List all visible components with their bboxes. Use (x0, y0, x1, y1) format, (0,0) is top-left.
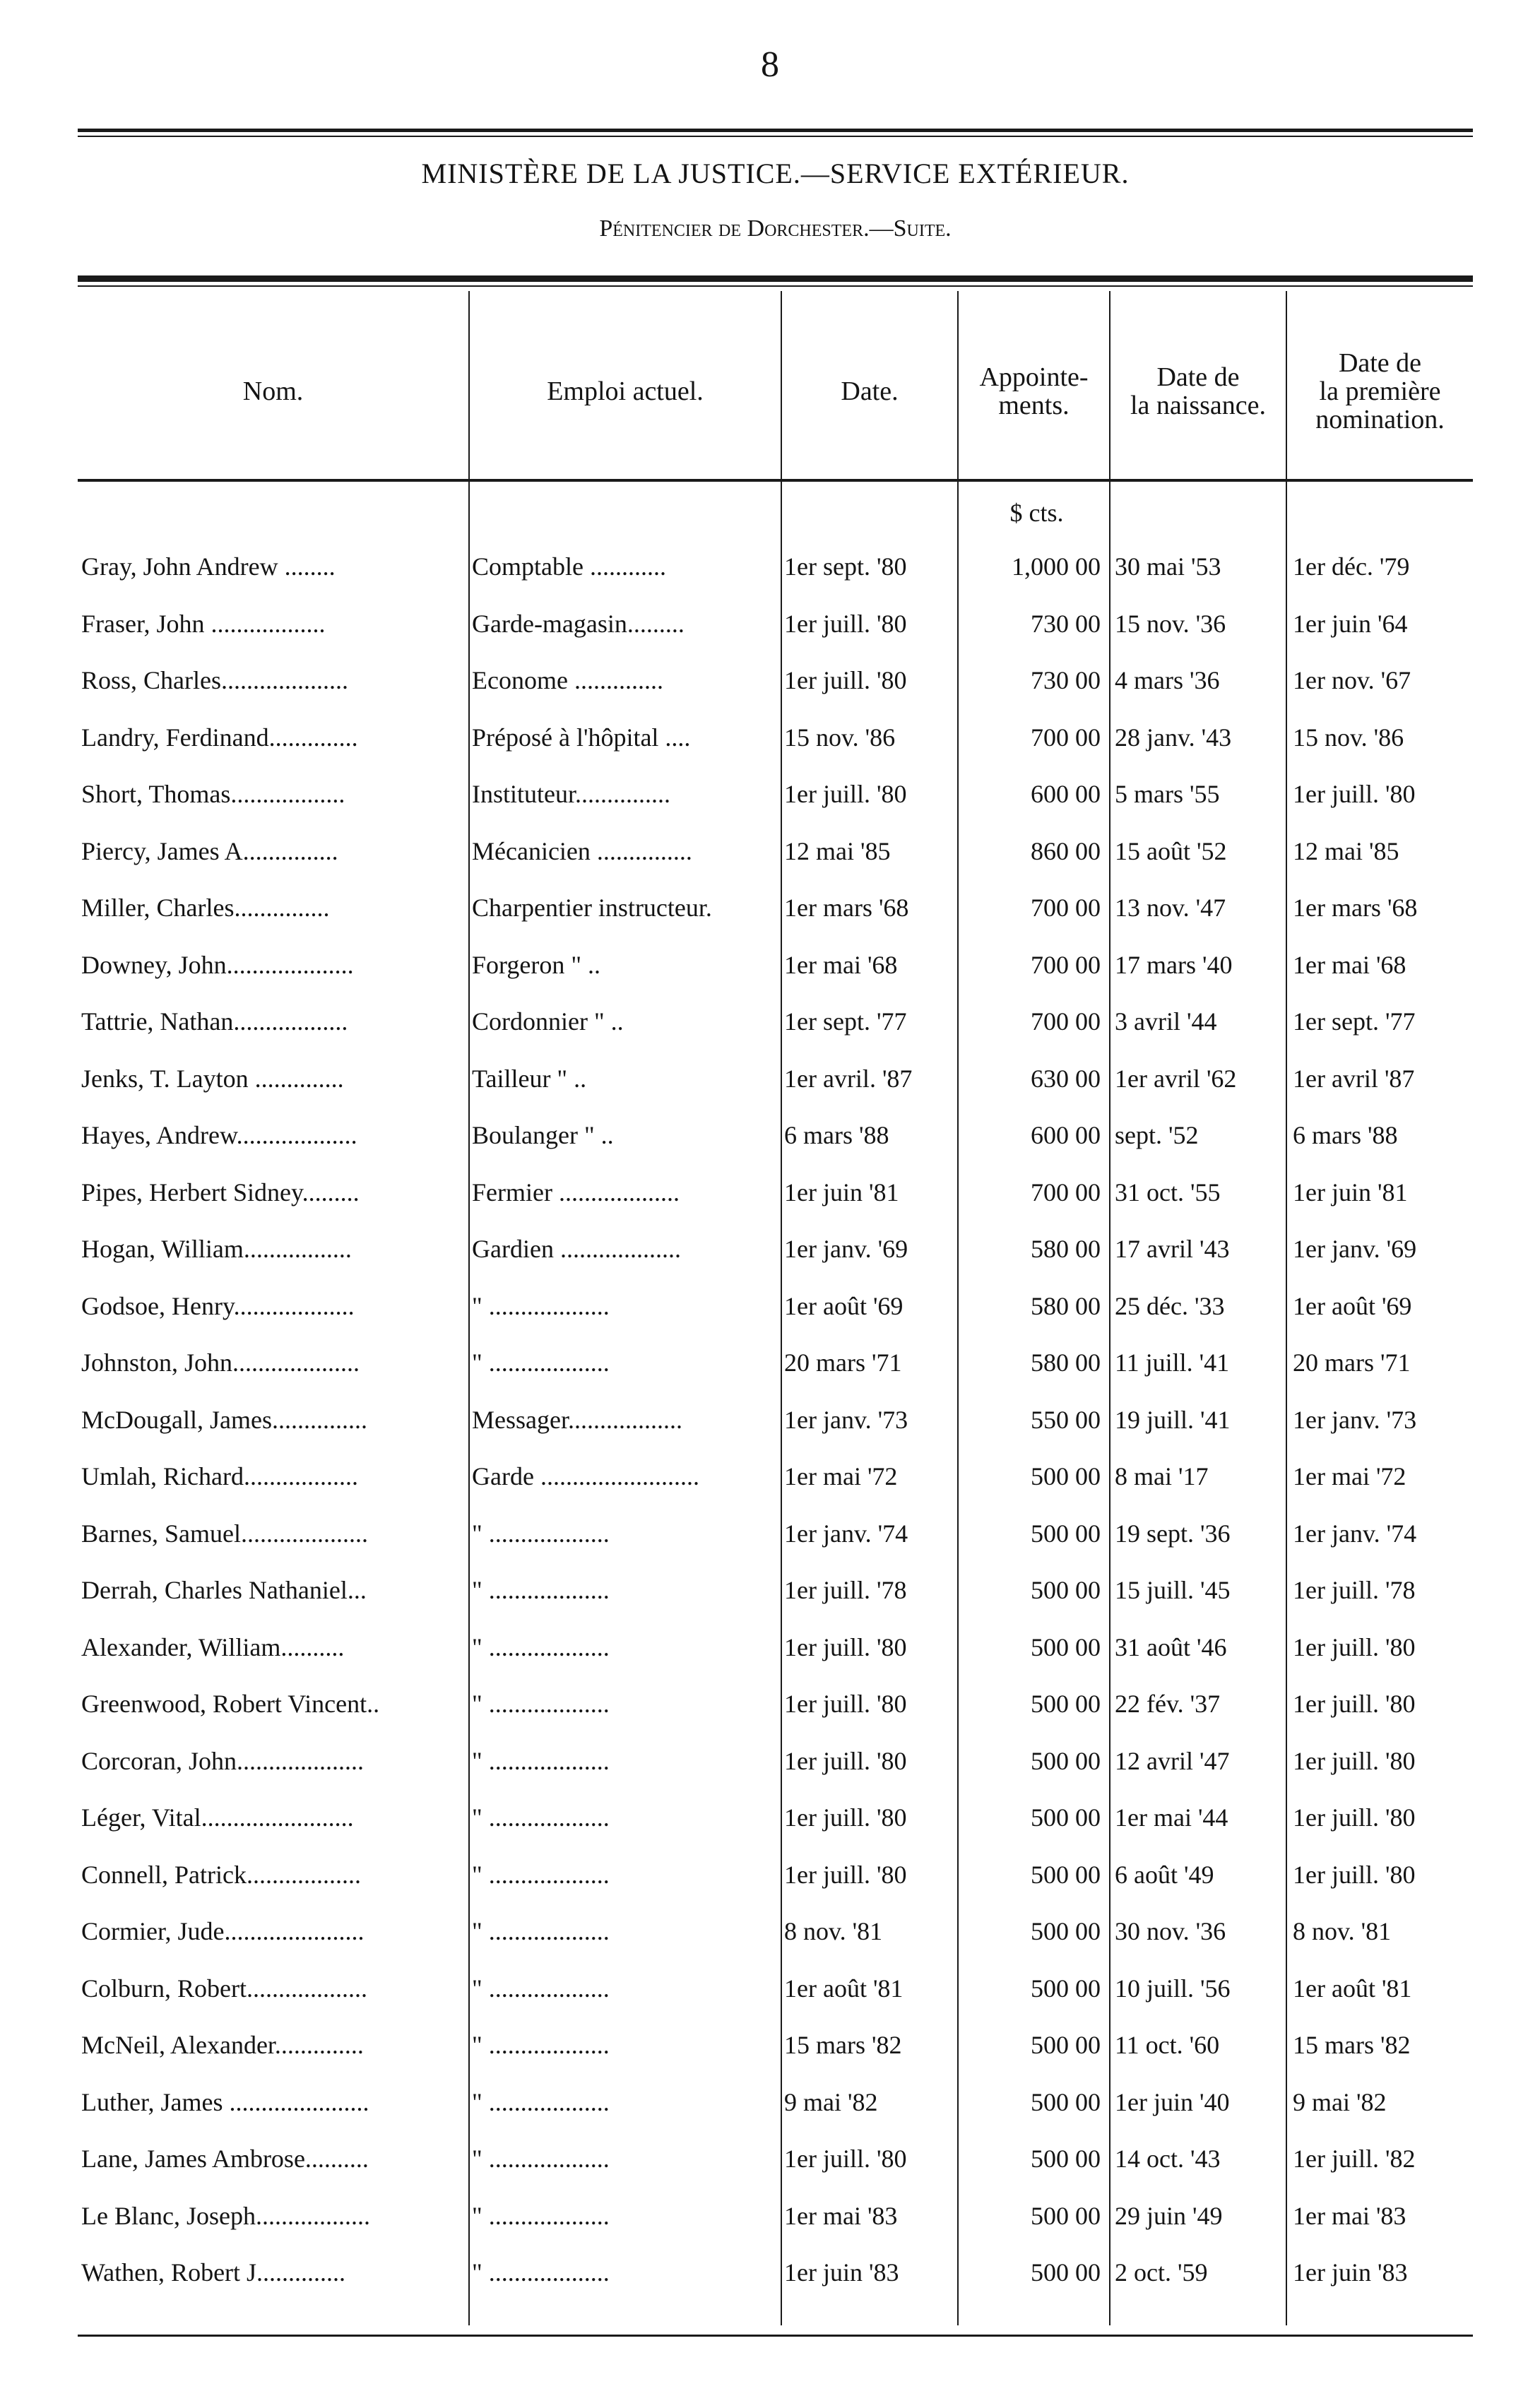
table-row (0, 1733, 1540, 1790)
top-rule-thin (78, 136, 1473, 137)
cell-emploi: " ................... (472, 1576, 610, 1604)
cell-naissance: 1er avril '62 (1115, 1064, 1237, 1093)
cell-appointements: 630 00 (1031, 1064, 1101, 1093)
cell-date: 1er juill. '78 (784, 1576, 907, 1604)
cell-date: 1er juin '83 (784, 2258, 899, 2287)
cell-nom: Ross, Charles.................... (81, 666, 348, 694)
cell-nom: Hayes, Andrew................... (81, 1121, 357, 1149)
cell-appointements: 730 00 (1031, 609, 1101, 638)
cell-date: 1er avril. '87 (784, 1064, 913, 1093)
cell-emploi: Fermier ................... (472, 1178, 680, 1206)
table-row (0, 937, 1540, 994)
cell-appointements: 500 00 (1031, 1746, 1101, 1775)
table-row (0, 1050, 1540, 1108)
header-naissance: Date de la naissance. (1130, 362, 1267, 420)
cell-naissance: 19 sept. '36 (1115, 1519, 1231, 1548)
header-rule (78, 275, 1473, 282)
header-date: Date. (841, 376, 899, 407)
header-nom: Nom. (242, 376, 304, 407)
cell-emploi: Comptable ............ (472, 552, 666, 581)
table-row (0, 1448, 1540, 1505)
table-body (0, 538, 1540, 2301)
cell-naissance: 1er mai '44 (1115, 1803, 1228, 1832)
cell-nomination: 12 mai '85 (1293, 836, 1399, 865)
cell-nomination: 1er nov. '67 (1293, 666, 1411, 694)
cell-appointements: 550 00 (1031, 1405, 1101, 1434)
cell-emploi: Charpentier instructeur. (472, 894, 712, 922)
cell-nomination: 1er juin '83 (1293, 2258, 1408, 2287)
cell-appointements: 700 00 (1031, 723, 1101, 752)
cell-naissance: 13 nov. '47 (1115, 894, 1226, 922)
cell-emploi: Tailleur " .. (472, 1064, 587, 1093)
cell-appointements: 580 00 (1031, 1291, 1101, 1320)
cell-emploi: " ................... (472, 1690, 610, 1718)
table-row (0, 993, 1540, 1050)
cell-naissance: 6 août '49 (1115, 1860, 1214, 1889)
cell-nom: McNeil, Alexander.............. (81, 2031, 364, 2059)
cell-emploi: Forgeron " .. (472, 950, 601, 979)
cell-nom: Derrah, Charles Nathaniel... (81, 1576, 367, 1604)
cell-appointements: 1,000 00 (1012, 552, 1101, 581)
cell-appointements: 500 00 (1031, 1974, 1101, 2003)
cell-naissance: 12 avril '47 (1115, 1746, 1230, 1775)
header-rule-thin (78, 285, 1473, 287)
cell-appointements: 500 00 (1031, 2145, 1101, 2173)
cell-date: 1er juill. '80 (784, 1860, 907, 1889)
cell-nom: Godsoe, Henry................... (81, 1291, 355, 1320)
cell-appointements: 700 00 (1031, 894, 1101, 922)
cell-nomination: 1er sept. '77 (1293, 1007, 1416, 1036)
cell-appointements: 500 00 (1031, 1632, 1101, 1661)
table-row (0, 2244, 1540, 2301)
table-row (0, 538, 1540, 595)
cell-emploi: " ................... (472, 1803, 610, 1832)
table-row (0, 2130, 1540, 2188)
cell-nomination: 1er août '81 (1293, 1974, 1412, 2003)
header-emploi: Emploi actuel. (547, 376, 704, 407)
cell-naissance: sept. '52 (1115, 1121, 1199, 1149)
cell-emploi: " ................... (472, 1974, 610, 2003)
header-bottom-rule (78, 479, 1473, 482)
cell-appointements: 500 00 (1031, 1519, 1101, 1548)
cell-emploi: " ................... (472, 2031, 610, 2059)
cell-nom: Landry, Ferdinand.............. (81, 723, 358, 752)
table-row (0, 766, 1540, 823)
cell-emploi: " ................... (472, 1632, 610, 1661)
cell-date: 1er juill. '80 (784, 1746, 907, 1775)
cell-date: 1er mai '68 (784, 950, 898, 979)
cell-appointements: 500 00 (1031, 1803, 1101, 1832)
cell-appointements: 500 00 (1031, 2201, 1101, 2230)
cell-naissance: 28 janv. '43 (1115, 723, 1232, 752)
cell-nomination: 1er janv. '69 (1293, 1235, 1417, 1263)
cell-emploi: " ................... (472, 2201, 610, 2230)
table-row (0, 1107, 1540, 1164)
cell-nom: Short, Thomas.................. (81, 780, 345, 808)
cell-emploi: Garde ......................... (472, 1462, 699, 1490)
cell-emploi: Econome .............. (472, 666, 663, 694)
cell-date: 1er sept. '77 (784, 1007, 907, 1036)
table-row (0, 595, 1540, 653)
cell-appointements: 500 00 (1031, 1462, 1101, 1490)
cell-date: 8 nov. '81 (784, 1917, 883, 1945)
cell-nomination: 1er avril '87 (1293, 1064, 1415, 1093)
cell-naissance: 22 fév. '37 (1115, 1690, 1221, 1718)
cell-naissance: 29 juin '49 (1115, 2201, 1223, 2230)
cell-nomination: 9 mai '82 (1293, 2087, 1387, 2116)
cell-date: 20 mars '71 (784, 1348, 902, 1377)
cell-naissance: 31 oct. '55 (1115, 1178, 1221, 1206)
cell-nom: Fraser, John .................. (81, 609, 326, 638)
cell-nom: Tattrie, Nathan.................. (81, 1007, 348, 1036)
cell-nomination: 1er mai '68 (1293, 950, 1406, 979)
cell-naissance: 30 nov. '36 (1115, 1917, 1226, 1945)
cell-nom: Miller, Charles............... (81, 894, 330, 922)
cell-date: 12 mai '85 (784, 836, 891, 865)
cell-date: 1er juill. '80 (784, 780, 907, 808)
cell-nom: Connell, Patrick.................. (81, 1860, 361, 1889)
cell-nomination: 1er mai '72 (1293, 1462, 1406, 1490)
cell-date: 1er juill. '80 (784, 2145, 907, 2173)
cell-appointements: 500 00 (1031, 2087, 1101, 2116)
cell-date: 1er mai '72 (784, 1462, 898, 1490)
cell-nom: Gray, John Andrew ........ (81, 552, 336, 581)
cell-naissance: 15 nov. '36 (1115, 609, 1226, 638)
table-row (0, 1334, 1540, 1392)
cell-naissance: 10 juill. '56 (1115, 1974, 1231, 2003)
currency-units: $ cts. (1009, 499, 1064, 527)
cell-nomination: 15 mars '82 (1293, 2031, 1411, 2059)
cell-appointements: 580 00 (1031, 1235, 1101, 1263)
cell-date: 1er août '81 (784, 1974, 904, 2003)
cell-nom: Alexander, William.......... (81, 1632, 345, 1661)
header-appointements: Appointe- ments. (979, 362, 1089, 420)
table-row (0, 1278, 1540, 1335)
cell-emploi: Cordonnier " .. (472, 1007, 624, 1036)
cell-nom: Pipes, Herbert Sidney......... (81, 1178, 360, 1206)
table-row (0, 2188, 1540, 2245)
cell-nomination: 1er mai '83 (1293, 2201, 1406, 2230)
header-nomination: Date de la première nomination. (1315, 348, 1445, 434)
cell-naissance: 19 juill. '41 (1115, 1405, 1231, 1434)
cell-date: 1er mars '68 (784, 894, 909, 922)
cell-nom: Léger, Vital........................ (81, 1803, 354, 1832)
cell-nomination: 1er janv. '74 (1293, 1519, 1417, 1548)
cell-naissance: 14 oct. '43 (1115, 2145, 1221, 2173)
cell-nom: Jenks, T. Layton .............. (81, 1064, 344, 1093)
cell-nom: Cormier, Jude...................... (81, 1917, 365, 1945)
cell-nomination: 1er juin '81 (1293, 1178, 1408, 1206)
table-row (0, 1676, 1540, 1733)
page-title: MINISTÈRE DE LA JUSTICE.—SERVICE EXTÉRIEUR. (421, 158, 1130, 189)
cell-appointements: 500 00 (1031, 1576, 1101, 1604)
table-row (0, 2017, 1540, 2074)
cell-date: 1er janv. '74 (784, 1519, 908, 1548)
table-row (0, 709, 1540, 766)
cell-nomination: 6 mars '88 (1293, 1121, 1398, 1149)
cell-nom: Johnston, John.................... (81, 1348, 360, 1377)
cell-appointements: 700 00 (1031, 1007, 1101, 1036)
cell-date: 1er mai '83 (784, 2201, 898, 2230)
page-subtitle: Pénitencier de Dorchester.—Suite. (599, 215, 952, 242)
cell-nomination: 20 mars '71 (1293, 1348, 1411, 1377)
cell-naissance: 30 mai '53 (1115, 552, 1221, 581)
cell-nomination: 1er juin '64 (1293, 609, 1408, 638)
cell-date: 1er juill. '80 (784, 666, 907, 694)
cell-naissance: 11 juill. '41 (1115, 1348, 1230, 1377)
cell-emploi: " ................... (472, 1291, 610, 1320)
cell-nom: Luther, James ...................... (81, 2087, 369, 2116)
cell-nom: Barnes, Samuel.................... (81, 1519, 368, 1548)
cell-date: 15 mars '82 (784, 2031, 902, 2059)
cell-naissance: 15 juill. '45 (1115, 1576, 1231, 1604)
cell-date: 6 mars '88 (784, 1121, 889, 1149)
cell-nomination: 1er juill. '82 (1293, 2145, 1416, 2173)
cell-appointements: 500 00 (1031, 2258, 1101, 2287)
cell-appointements: 500 00 (1031, 1860, 1101, 1889)
cell-naissance: 2 oct. '59 (1115, 2258, 1208, 2287)
cell-nom: Corcoran, John.................... (81, 1746, 364, 1775)
cell-date: 1er juill. '80 (784, 1690, 907, 1718)
table-row (0, 2074, 1540, 2131)
cell-emploi: Boulanger " .. (472, 1121, 614, 1149)
cell-nom: Lane, James Ambrose.......... (81, 2145, 369, 2173)
table-row (0, 1960, 1540, 2017)
cell-emploi: " ................... (472, 1917, 610, 1945)
page-number: 8 (761, 45, 779, 85)
cell-nomination: 1er juill. '78 (1293, 1576, 1416, 1604)
bottom-rule (78, 2335, 1473, 2337)
cell-date: 1er juin '81 (784, 1178, 899, 1206)
cell-emploi: Instituteur............... (472, 780, 670, 808)
table-row (0, 1562, 1540, 1619)
cell-emploi: " ................... (472, 1746, 610, 1775)
cell-appointements: 580 00 (1031, 1348, 1101, 1377)
cell-naissance: 5 mars '55 (1115, 780, 1220, 808)
cell-nomination: 8 nov. '81 (1293, 1917, 1392, 1945)
cell-naissance: 4 mars '36 (1115, 666, 1220, 694)
cell-naissance: 15 août '52 (1115, 836, 1227, 865)
cell-nom: Colburn, Robert................... (81, 1974, 367, 2003)
cell-date: 1er juill. '80 (784, 609, 907, 638)
table-row (0, 1392, 1540, 1449)
cell-appointements: 600 00 (1031, 1121, 1101, 1149)
cell-appointements: 730 00 (1031, 666, 1101, 694)
cell-date: 1er août '69 (784, 1291, 904, 1320)
table-row (0, 1846, 1540, 1904)
cell-date: 9 mai '82 (784, 2087, 878, 2116)
cell-appointements: 500 00 (1031, 2031, 1101, 2059)
cell-emploi: Gardien ................... (472, 1235, 681, 1263)
cell-appointements: 500 00 (1031, 1917, 1101, 1945)
cell-naissance: 17 avril '43 (1115, 1235, 1230, 1263)
cell-nom: Greenwood, Robert Vincent.. (81, 1690, 380, 1718)
cell-nom: Hogan, William................. (81, 1235, 352, 1263)
cell-nomination: 1er juill. '80 (1293, 1860, 1416, 1889)
cell-date: 1er janv. '73 (784, 1405, 908, 1434)
table-row (0, 1505, 1540, 1562)
cell-appointements: 860 00 (1031, 836, 1101, 865)
cell-emploi: " ................... (472, 2258, 610, 2287)
cell-nomination: 1er déc. '79 (1293, 552, 1410, 581)
cell-appointements: 600 00 (1031, 780, 1101, 808)
cell-nom: Le Blanc, Joseph.................. (81, 2201, 370, 2230)
cell-naissance: 3 avril '44 (1115, 1007, 1217, 1036)
cell-emploi: Messager.................. (472, 1405, 682, 1434)
cell-nomination: 1er mars '68 (1293, 894, 1418, 922)
cell-naissance: 11 oct. '60 (1115, 2031, 1220, 2059)
cell-nomination: 1er juill. '80 (1293, 780, 1416, 808)
cell-nom: Downey, John.................... (81, 950, 354, 979)
cell-emploi: " ................... (472, 2087, 610, 2116)
cell-naissance: 25 déc. '33 (1115, 1291, 1225, 1320)
table-row (0, 1789, 1540, 1846)
table-row (0, 823, 1540, 880)
cell-nom: Piercy, James A............... (81, 836, 338, 865)
cell-nom: Wathen, Robert J.............. (81, 2258, 346, 2287)
cell-appointements: 700 00 (1031, 950, 1101, 979)
cell-nomination: 1er janv. '73 (1293, 1405, 1417, 1434)
cell-date: 1er janv. '69 (784, 1235, 908, 1263)
cell-nomination: 1er août '69 (1293, 1291, 1412, 1320)
cell-naissance: 1er juin '40 (1115, 2087, 1230, 2116)
cell-emploi: " ................... (472, 1348, 610, 1377)
top-rule (78, 129, 1473, 132)
table-row (0, 1903, 1540, 1960)
cell-date: 1er sept. '80 (784, 552, 907, 581)
cell-nomination: 1er juill. '80 (1293, 1632, 1416, 1661)
cell-appointements: 700 00 (1031, 1178, 1101, 1206)
cell-date: 1er juill. '80 (784, 1803, 907, 1832)
cell-nom: Umlah, Richard.................. (81, 1462, 358, 1490)
cell-emploi: Garde-magasin......... (472, 609, 685, 638)
cell-emploi: " ................... (472, 1519, 610, 1548)
cell-date: 15 nov. '86 (784, 723, 896, 752)
table-row (0, 1164, 1540, 1221)
table-row (0, 652, 1540, 709)
cell-emploi: " ................... (472, 1860, 610, 1889)
cell-appointements: 500 00 (1031, 1690, 1101, 1718)
cell-nomination: 1er juill. '80 (1293, 1803, 1416, 1832)
cell-naissance: 17 mars '40 (1115, 950, 1233, 979)
table-row (0, 1221, 1540, 1278)
cell-nom: McDougall, James............... (81, 1405, 367, 1434)
cell-date: 1er juill. '80 (784, 1632, 907, 1661)
cell-naissance: 8 mai '17 (1115, 1462, 1209, 1490)
cell-emploi: Mécanicien ............... (472, 836, 692, 865)
table-row (0, 1619, 1540, 1676)
cell-emploi: " ................... (472, 2145, 610, 2173)
cell-nomination: 15 nov. '86 (1293, 723, 1404, 752)
cell-emploi: Préposé à l'hôpital .... (472, 723, 691, 752)
cell-nomination: 1er juill. '80 (1293, 1690, 1416, 1718)
cell-naissance: 31 août '46 (1115, 1632, 1227, 1661)
table-row (0, 879, 1540, 937)
cell-nomination: 1er juill. '80 (1293, 1746, 1416, 1775)
